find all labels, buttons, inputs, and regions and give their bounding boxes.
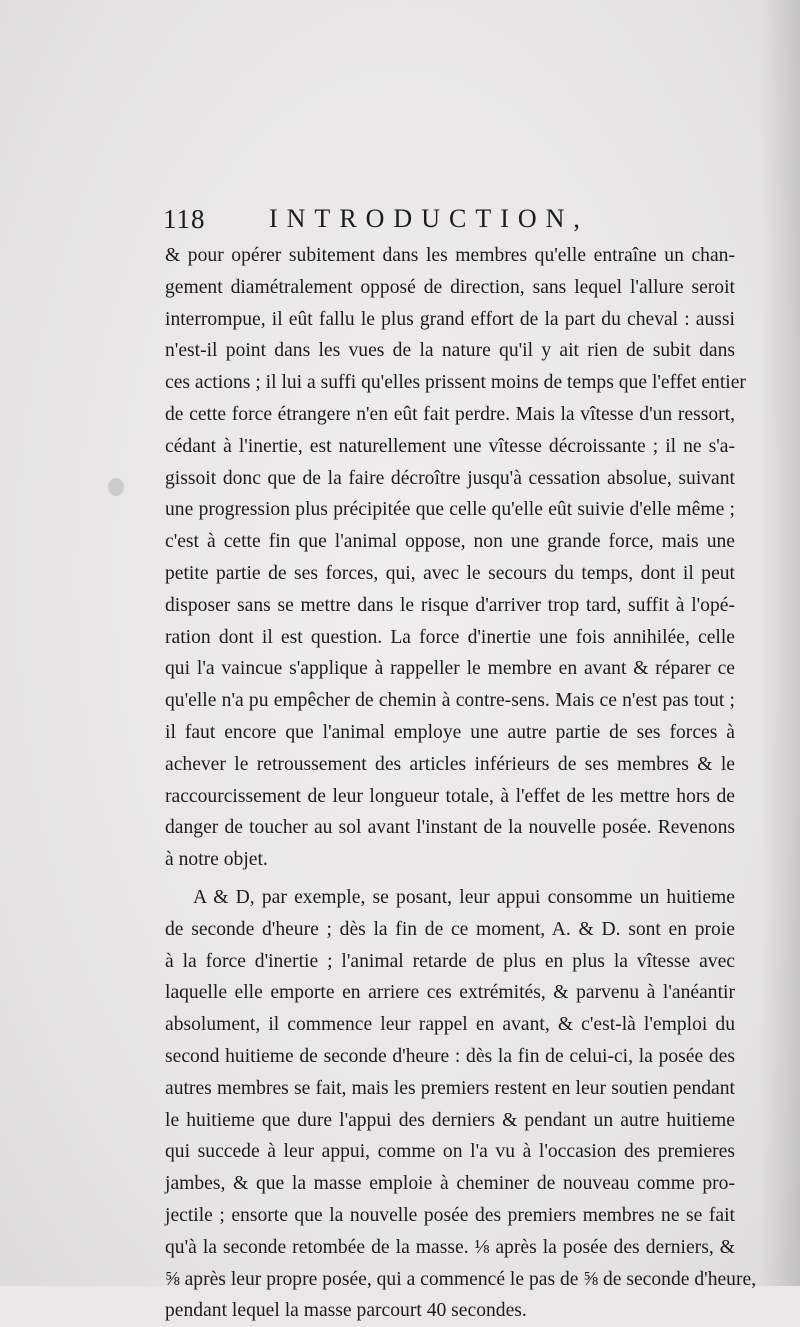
text-line: le huitieme que dure l'appui des derniers & pendant un autre huitieme — [165, 1109, 735, 1131]
paragraph-2 — [165, 882, 757, 1327]
text-line: A & D, par exemple, se posant, leur appui consomme un huitieme — [193, 886, 735, 908]
ink-smudge — [108, 478, 124, 496]
page-number: 118 — [163, 204, 206, 234]
text-line: gissoit donc que de la faire décroître jusqu'à cessation absolue, suivant — [165, 467, 735, 489]
text-line: laquelle elle emporte en arriere ces extrémités, & parvenu à l'anéantir — [165, 982, 735, 1004]
text-line: disposer sans se mettre dans le risque d'arriver trop tard, suffit à l'opé- — [165, 594, 735, 616]
text-line: qu'elle n'a pu empêcher de chemin à contre-sens. Mais ce n'est pas tout ; — [165, 690, 735, 712]
page-gutter-shadow — [760, 0, 800, 1286]
text-line: petite partie de ses forces, qui, avec le secours du temps, dont il peut — [165, 562, 735, 584]
text-line: & pour opérer subitement dans les membres qu'elle entraîne un chan- — [165, 245, 735, 266]
running-title: INTRODUCTION, — [269, 204, 589, 233]
text-line: interrompue, il eût fallu le plus grand effort de la part du cheval : aussi — [165, 308, 735, 330]
text-line: ⅝ après leur propre posée, qui a commencé le pas de ⅝ de seconde d'heure, — [165, 1268, 757, 1290]
text-line: second huitieme de seconde d'heure : dès la fin de celui-ci, la posée des — [165, 1045, 735, 1067]
text-line: pendant lequel la masse parcourt 40 secondes. — [165, 1300, 527, 1322]
text-line: danger de toucher au sol avant l'instant de la nouvelle posée. Revenons — [165, 817, 735, 839]
text-line: cédant à l'inertie, est naturellement une vîtesse décroissante ; il ne s'a- — [165, 435, 735, 457]
text-line: c'est à cette fin que l'animal oppose, non une grande force, mais une — [165, 531, 735, 553]
running-header — [163, 200, 623, 240]
text-line: jambes, & que la masse emploie à cheminer de nouveau comme pro- — [165, 1173, 735, 1195]
text-line: ration dont il est question. La force d'inertie une fois annihilée, celle — [165, 626, 735, 648]
text-line: à notre objet. — [165, 849, 268, 871]
text-line: achever le retroussement des articles inférieurs de ses membres & le — [165, 753, 735, 775]
paragraph-1 — [165, 240, 746, 876]
text-line: jectile ; ensorte que la nouvelle posée des premiers membres ne se fait — [165, 1204, 735, 1226]
text-line: une progression plus précipitée que celle qu'elle eût suivie d'elle même ; — [165, 499, 735, 521]
text-line: qui succede à leur appui, comme on l'a vu à l'occasion des premieres — [165, 1141, 735, 1163]
text-line: autres membres se fait, mais les premiers restent en leur soutien pendant — [165, 1077, 735, 1099]
text-line: de seconde d'heure ; dès la fin de ce moment, A. & D. sont en proie — [165, 918, 735, 940]
text-line: raccourcissement de leur longueur totale, à l'effet de les mettre hors de — [165, 785, 735, 807]
text-line: n'est-il point dans les vues de la nature qu'il y ait rien de subit dans — [165, 340, 735, 362]
text-line: ces actions ; il lui a suffi qu'elles prissent moins de temps que l'effet entier — [165, 372, 746, 394]
text-line: qui l'a vaincue s'applique à rappeller le membre en avant & réparer ce — [165, 658, 735, 680]
text-line: à la force d'inertie ; l'animal retarde de plus en plus la vîtesse avec — [165, 950, 735, 972]
text-line: de cette force étrangere n'en eût fait perdre. Mais la vîtesse d'un ressort, — [165, 403, 735, 425]
body-text — [165, 240, 757, 1327]
text-line: absolument, il commence leur rappel en avant, & c'est-là l'emploi du — [165, 1014, 735, 1036]
text-line: gement diamétralement opposé de direction, sans lequel l'allure seroit — [165, 276, 735, 298]
text-line: il faut encore que l'animal employe une autre partie de ses forces à — [165, 721, 735, 743]
text-line: qu'à la seconde retombée de la masse. ⅛ après la posée des derniers, & — [165, 1236, 735, 1258]
